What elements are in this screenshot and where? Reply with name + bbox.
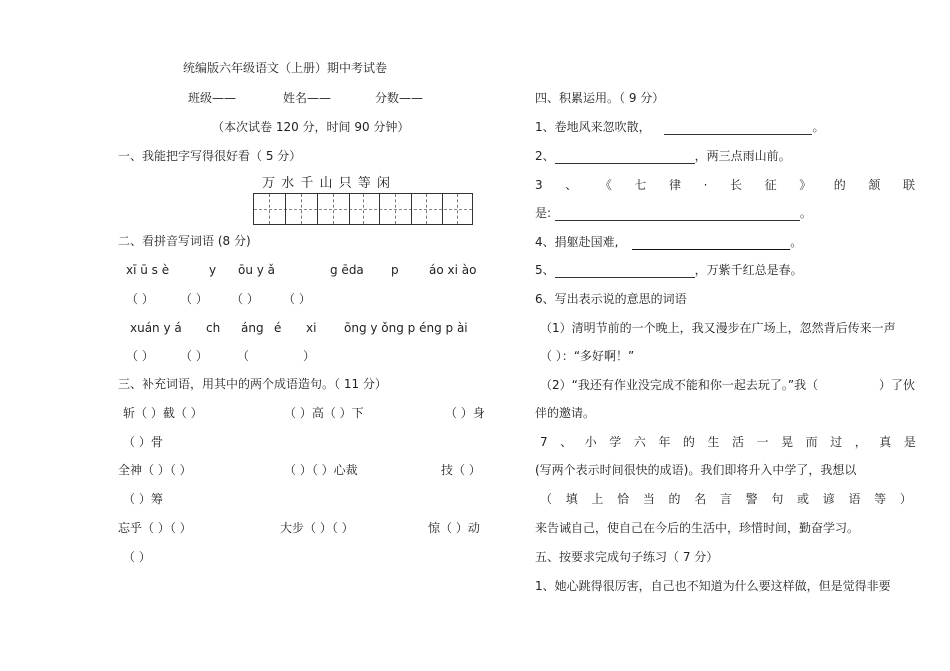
char: ） <box>899 492 912 506</box>
answer-blank[interactable]: （ ） <box>283 292 311 306</box>
char: 是 <box>903 435 916 449</box>
idiom-fill[interactable]: （ ）骨 <box>123 435 163 449</box>
question-6-1-answer[interactable]: （ ）：“多好啊！” <box>540 349 635 363</box>
question-6-2-cont: 伴的邀请。 <box>535 406 596 420</box>
pinyin: xuán y á <box>130 321 182 335</box>
char: 小 <box>584 435 597 449</box>
pinyin: ōng y ǒng p éng p ài <box>344 321 468 335</box>
char: 言 <box>719 492 732 506</box>
idiom-fill[interactable]: 全神（ ）（ ） <box>118 463 192 477</box>
section-2-heading: 二、看拼音写词语 (8 分) <box>118 234 251 248</box>
char: 只 <box>338 176 353 191</box>
char: 名 <box>694 492 707 506</box>
grid-line <box>301 194 302 224</box>
section-5-heading: 五、按要求完成句子练习（ 7 分） <box>535 550 719 564</box>
char: 的 <box>668 492 681 506</box>
char: 千 <box>300 176 315 191</box>
question-6-1: （1）清明节前的一个晚上，我又漫步在广场上，忽然背后传来一声 <box>540 321 896 335</box>
grid-line <box>426 194 427 224</box>
grid-line <box>363 194 364 224</box>
idiom-fill[interactable]: （ ） <box>123 550 151 564</box>
question-6-2: （2）“我还有作业没完成不能和你一起去玩了。”我（ <box>540 378 819 392</box>
char: 一 <box>756 435 769 449</box>
char: 谚 <box>822 492 835 506</box>
char: 水 <box>281 176 296 191</box>
grid-line <box>379 194 380 224</box>
answer-line[interactable] <box>664 122 812 135</box>
pinyin: y <box>209 263 217 277</box>
section-1-heading: 一、我能把字写得很好看（ 5 分） <box>118 149 302 163</box>
char: 等 <box>357 176 372 191</box>
char: 的 <box>833 178 846 192</box>
question-text: 是: <box>535 206 552 220</box>
pinyin: ch <box>206 321 221 335</box>
char: 语 <box>848 492 861 506</box>
idiom-fill[interactable]: （ ）身 <box>445 406 485 420</box>
answer-blank-close: ） <box>303 349 316 363</box>
question-2 <box>535 148 791 164</box>
question-1 <box>535 119 824 135</box>
question-text: 1、卷地风来忽吹散， <box>535 120 651 134</box>
char: · <box>703 178 708 192</box>
char: 晃 <box>781 435 794 449</box>
question-6: 6、写出表示说的意思的词语 <box>535 292 687 306</box>
char: 真 <box>879 435 892 449</box>
score-label: 分数—— <box>375 91 424 105</box>
char: 过 <box>830 435 843 449</box>
char: 长 <box>730 178 743 192</box>
name-label: 姓名—— <box>283 91 332 105</box>
char: 当 <box>642 492 655 506</box>
idiom-fill[interactable]: 大步（ ）（ ） <box>280 521 354 535</box>
idiom-fill[interactable]: （ ）高（ ）下 <box>284 406 364 420</box>
char: 征 <box>764 178 777 192</box>
answer-line[interactable] <box>632 237 790 250</box>
char: 7 <box>540 435 548 449</box>
answer-blank[interactable]: （ ） <box>180 349 208 363</box>
idiom-fill[interactable]: （ ）（ ）心裁 <box>284 463 358 477</box>
char: 等 <box>874 492 887 506</box>
question-text: ，万紫千红总是春。 <box>694 263 803 277</box>
question-end: 。 <box>799 206 812 220</box>
question-7-d: 来告诫自己，使自己在今后的生活中，珍惜时间，勤奋学习。 <box>535 521 860 535</box>
char: 填 <box>565 492 578 506</box>
answer-line[interactable] <box>555 265 695 278</box>
answer-line[interactable] <box>555 208 800 221</box>
char: 律 <box>669 178 682 192</box>
answer-line[interactable] <box>555 151 695 164</box>
question-end: 。 <box>790 235 803 249</box>
grid-line <box>442 194 443 224</box>
pinyin: é <box>274 321 282 335</box>
grid-line <box>349 194 350 224</box>
pinyin: áng <box>241 321 264 335</box>
char: 山 <box>319 176 334 191</box>
char: （ <box>540 492 553 506</box>
char: 闲 <box>376 176 391 191</box>
question-3-line <box>535 177 915 193</box>
char: 万 <box>262 176 277 191</box>
question-text: 5、 <box>535 263 555 277</box>
section-5-question-1: 1、她心跳得很厉害，自己也不知道为什么要这样做，但是觉得非要 <box>535 579 891 593</box>
char: 联 <box>902 178 915 192</box>
grid-line <box>317 194 318 224</box>
exam-info: （本次试卷 120 分，时间 90 分钟） <box>212 120 410 134</box>
grid-line <box>457 194 458 224</box>
answer-blank[interactable]: （ ） <box>126 349 154 363</box>
pinyin: g ēda <box>330 263 364 277</box>
page-title: 统编版六年级语文（上册）期中考试卷 <box>183 61 388 75</box>
grid-line <box>411 194 412 224</box>
answer-blank[interactable]: （ ） <box>231 292 259 306</box>
question-text: 4、捐躯赴国难, <box>535 235 619 249</box>
answer-blank[interactable]: （ ） <box>126 292 154 306</box>
char: 或 <box>797 492 810 506</box>
question-7-c <box>540 491 912 507</box>
char: 生 <box>707 435 720 449</box>
idiom-fill[interactable]: 斩（ ）截（ ） <box>123 406 203 420</box>
calligraphy-characters <box>262 176 391 192</box>
question-6-2-end: ）了伙 <box>879 378 916 392</box>
question-7-line <box>540 434 916 450</box>
pinyin: ōu y ǎ <box>238 263 276 277</box>
pinyin: p <box>391 263 399 277</box>
grid-line <box>395 194 396 224</box>
char: 颔 <box>868 178 881 192</box>
question-text: 2、 <box>535 149 555 163</box>
char: 年 <box>658 435 671 449</box>
idiom-fill[interactable]: 技（ ） <box>441 463 481 477</box>
question-7-b: (写两个表示时间很快的成语)。我们即将升入中学了，我想以 <box>535 463 857 477</box>
pinyin: xī ū s è <box>126 263 170 277</box>
question-4 <box>535 234 802 250</box>
char: 学 <box>609 435 622 449</box>
char: 《 <box>599 178 612 192</box>
grid-line <box>285 194 286 224</box>
pinyin: xi <box>306 321 317 335</box>
answer-blank[interactable]: （ ） <box>180 292 208 306</box>
class-label: 班级—— <box>188 91 237 105</box>
char: 》 <box>799 178 812 192</box>
question-5 <box>535 262 803 278</box>
grid-line <box>269 194 270 224</box>
char: 警 <box>745 492 758 506</box>
idiom-fill[interactable]: 忘乎（ ）（ ） <box>118 521 192 535</box>
question-text: ，两三点雨山前。 <box>694 149 791 163</box>
section-4-heading: 四、积累运用。（ 9 分） <box>535 91 665 105</box>
char: 、 <box>565 178 578 192</box>
char: 、 <box>560 435 573 449</box>
char: 上 <box>591 492 604 506</box>
section-3-heading: 三、补充词语，用其中的两个成语造句。（ 11 分） <box>118 377 387 391</box>
char: ， <box>854 435 867 449</box>
question-end: 。 <box>812 120 825 134</box>
writing-grid[interactable] <box>253 193 473 225</box>
idiom-fill[interactable]: （ ）筹 <box>123 492 163 506</box>
char: 的 <box>682 435 695 449</box>
answer-blank-open[interactable]: （ <box>237 349 250 363</box>
pinyin: áo xi ào <box>429 263 477 277</box>
char: 而 <box>805 435 818 449</box>
idiom-fill[interactable]: 惊（ ）动 <box>428 521 480 535</box>
char: 六 <box>633 435 646 449</box>
char: 3 <box>535 178 543 192</box>
char: 恰 <box>617 492 630 506</box>
question-3-answer <box>535 205 812 221</box>
grid-line <box>333 194 334 224</box>
char: 句 <box>771 492 784 506</box>
char: 活 <box>732 435 745 449</box>
char: 七 <box>634 178 647 192</box>
